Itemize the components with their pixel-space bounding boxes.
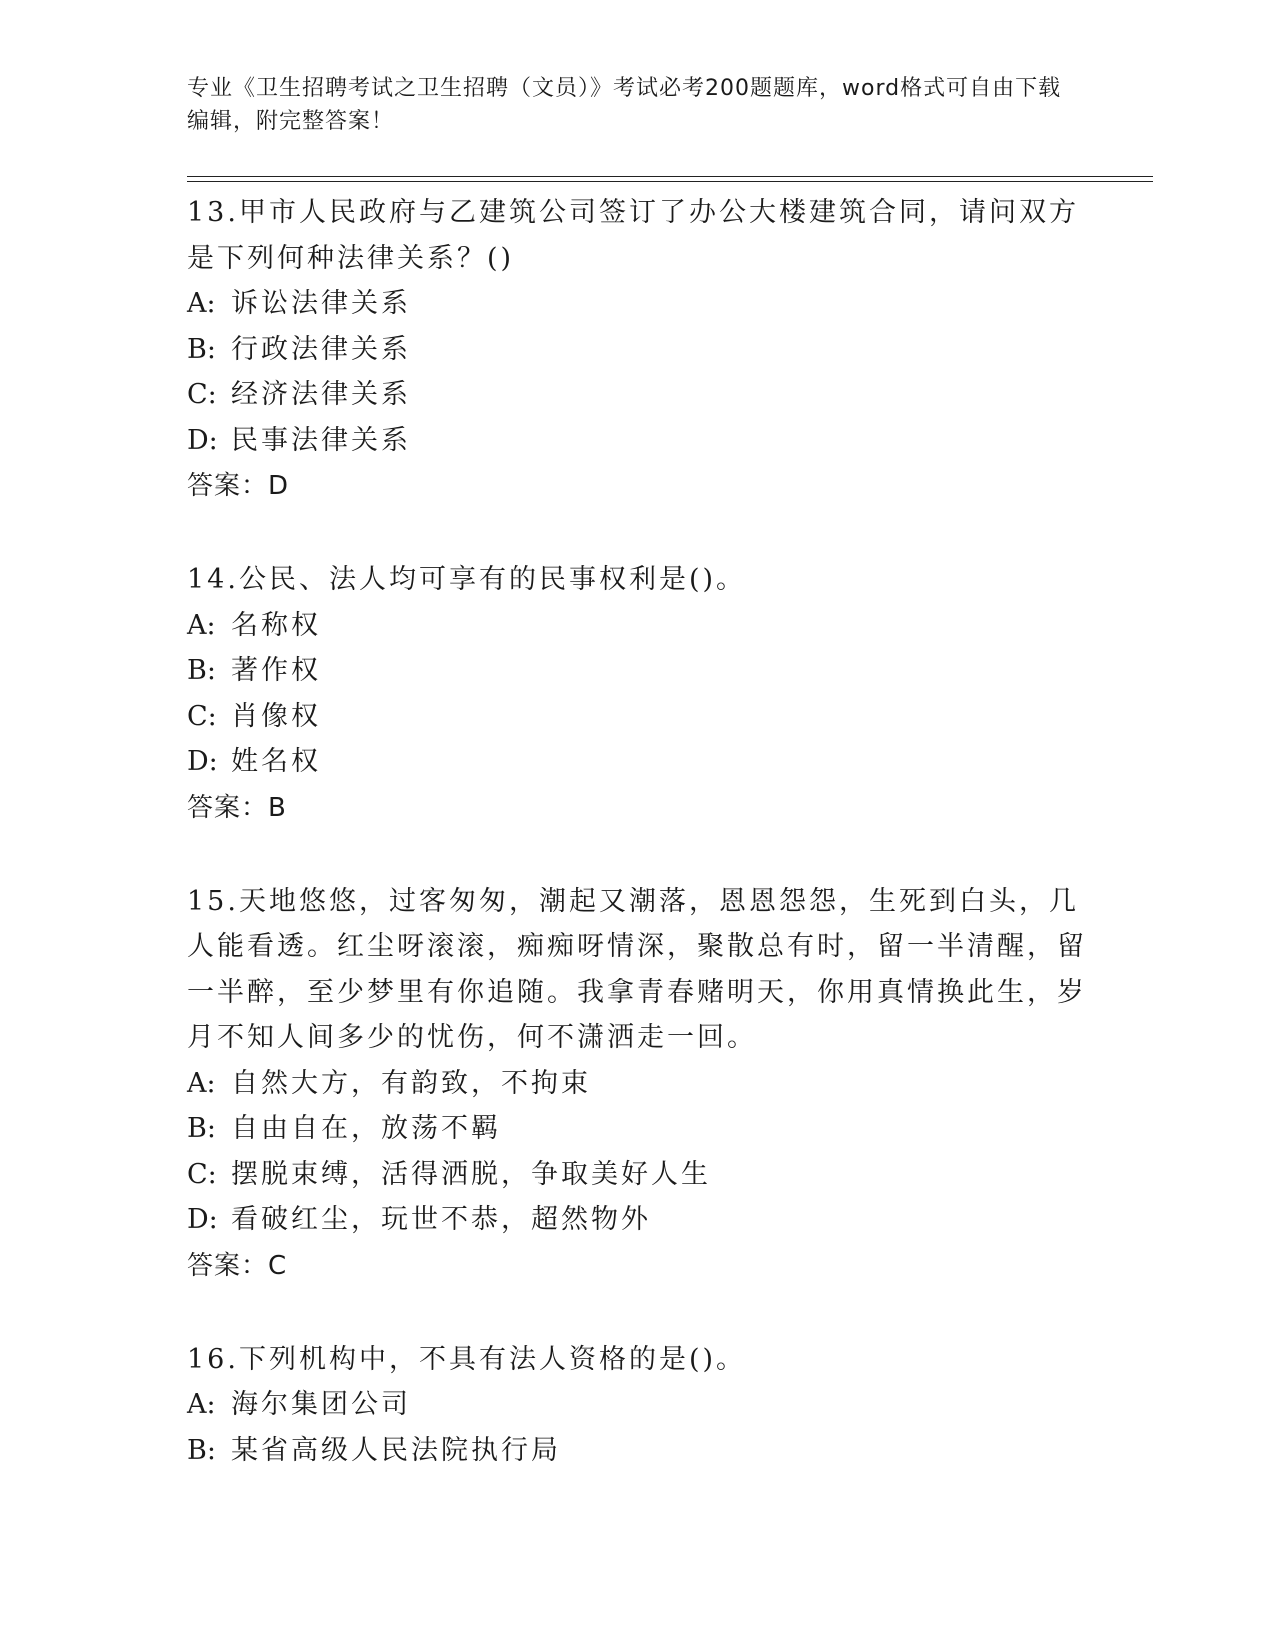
option-letter: B: bbox=[187, 1434, 216, 1466]
option-text: 摆脱束缚，活得洒脱，争取美好人生 bbox=[231, 1158, 711, 1190]
option-text: 著作权 bbox=[231, 655, 321, 686]
question-stem: 15.天地悠悠，过客匆匆，潮起又潮落，恩恩怨怨，生死到白头，几人能看透。红尘呀滚滚，痴痴呀情深，聚散总有时，留一半清醒，留一半醉，至少梦里有你追随。我拿青春赌明天，你用真情换此生，岁月不知人间多少的忧伤，何不潇洒走一回。 bbox=[187, 885, 1087, 1053]
question-16 bbox=[187, 1337, 1087, 1474]
question-15 bbox=[187, 879, 1087, 1289]
option-text: 行政法律关系 bbox=[231, 333, 411, 365]
option-letter: C: bbox=[187, 1158, 217, 1190]
question-stem: 16.下列机构中，不具有法人资格的是()。 bbox=[187, 1343, 747, 1375]
option-letter: B: bbox=[187, 333, 216, 365]
option-a bbox=[187, 1382, 1087, 1428]
option-letter: A: bbox=[187, 288, 216, 319]
option-a bbox=[187, 281, 1087, 327]
option-b bbox=[187, 327, 1087, 373]
option-letter: D: bbox=[187, 1204, 218, 1235]
option-b bbox=[187, 1428, 1087, 1474]
question-stem: 13.甲市人民政府与乙建筑公司签订了办公大楼建筑合同，请问双方是下列何种法律关系？() bbox=[187, 197, 1079, 274]
option-c bbox=[187, 1152, 1087, 1198]
option-b bbox=[187, 648, 1087, 694]
option-letter: A: bbox=[187, 609, 216, 641]
option-letter: D: bbox=[187, 424, 218, 456]
option-letter: A: bbox=[187, 1067, 216, 1099]
option-text: 自由自在，放荡不羁 bbox=[231, 1113, 501, 1144]
option-text: 姓名权 bbox=[231, 746, 321, 777]
option-b bbox=[187, 1106, 1087, 1152]
question-stem: 14.公民、法人均可享有的民事权利是()。 bbox=[187, 564, 747, 595]
option-text: 肖像权 bbox=[231, 700, 321, 732]
option-text: 海尔集团公司 bbox=[231, 1389, 411, 1420]
answer-line: 答案：B bbox=[187, 792, 287, 823]
option-d bbox=[187, 739, 1087, 785]
option-letter: C: bbox=[187, 700, 217, 732]
option-c bbox=[187, 694, 1087, 740]
answer-line: 答案：D bbox=[187, 471, 290, 501]
option-text: 诉讼法律关系 bbox=[231, 288, 411, 319]
option-letter: B: bbox=[187, 655, 216, 686]
option-a bbox=[187, 1061, 1087, 1107]
option-text: 民事法律关系 bbox=[231, 424, 411, 456]
answer-line: 答案：C bbox=[187, 1250, 288, 1281]
option-c bbox=[187, 372, 1087, 418]
header-divider-bottom bbox=[187, 181, 1153, 182]
header-divider-top bbox=[187, 176, 1153, 177]
question-13 bbox=[187, 190, 1087, 509]
option-text: 看破红尘，玩世不恭，超然物外 bbox=[231, 1204, 651, 1235]
option-letter: D: bbox=[187, 746, 218, 777]
option-letter: A: bbox=[187, 1389, 216, 1420]
option-text: 经济法律关系 bbox=[231, 379, 411, 410]
option-text: 自然大方，有韵致，不拘束 bbox=[231, 1067, 591, 1099]
option-d bbox=[187, 418, 1087, 464]
option-a bbox=[187, 603, 1087, 649]
option-letter: B: bbox=[187, 1113, 216, 1144]
option-text: 某省高级人民法院执行局 bbox=[231, 1434, 561, 1466]
option-text: 名称权 bbox=[231, 609, 321, 641]
document-header: 专业《卫生招聘考试之卫生招聘（文员）》考试必考200题题库，word格式可自由下载编辑，附完整答案！ bbox=[187, 76, 1062, 134]
question-14 bbox=[187, 557, 1087, 831]
question-list bbox=[187, 190, 1087, 1521]
option-d bbox=[187, 1197, 1087, 1243]
option-letter: C: bbox=[187, 379, 217, 410]
